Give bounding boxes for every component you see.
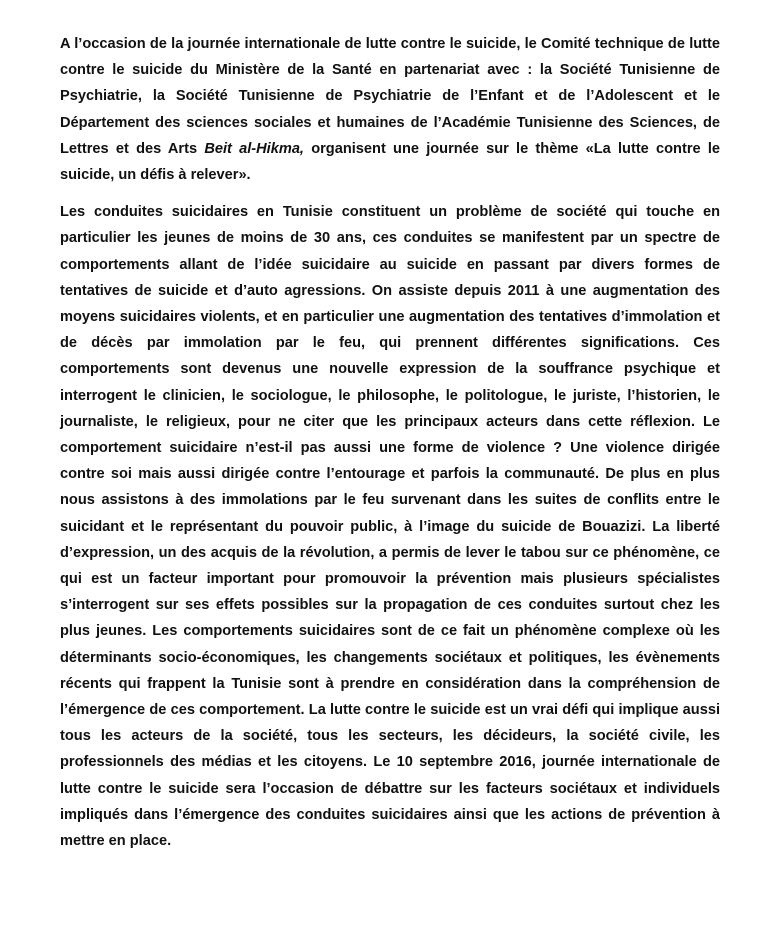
document-body (60, 31, 720, 854)
body-paragraph: Les conduites suicidaires en Tunisie constituent un problème de société qui touche en particulier les jeunes de moins de 30 ans, ces conduites se manifestent par un spectre de comportements allant de l’idée suicidaire au suicide en passant par divers formes de tentatives de suicide et d’auto agressions. On assiste depuis 2011 à une augmentation des moyens suicidaires violents, et en particulier une augmentation des tentatives d’immolation et de décès par immolation par le feu, qui prennent différentes significations. Ces comportements sont devenus une nouvelle expression de la souffrance psychique et interrogent le clinicien, le sociologue, le philosophe, le politologue, le juriste, l’historien, le journaliste, le religieux, pour ne citer que les principaux acteurs dans cette réflexion. Le comportement suicidaire n’est-il pas aussi une forme de violence ? Une violence dirigée contre soi mais aussi dirigée contre l’entourage et parfois la communauté. De plus en plus nous assistons à des immolations par le feu survenant dans les suites de conflits entre le suicidant et le représentant du pouvoir public, à l’image du suicide de Bouazizi. La liberté d’expression, un des acquis de la révolution, a permis de lever le tabou sur ce phénomène, ce qui est un facteur important pour promouvoir la prévention mais plusieurs spécialistes s’interrogent sur ses effets possibles sur la propagation de ces conduites surtout chez les plus jeunes. Les comportements suicidaires sont de ce fait un phénomène complexe où les déterminants socio-économiques, les changements sociétaux et politiques, les évènements récents qui frappent la Tunisie sont à prendre en considération dans la compréhension de l’émergence de ces comportement. La lutte contre le suicide est un vrai défi qui implique aussi tous les acteurs de la société, tous les secteurs, les décideurs, la société civile, les professionnels des médias et les citoyens. Le 10 septembre 2016, journée internationale de lutte contre le suicide sera l’occasion de débattre sur les facteurs sociétaux et individuels impliqués dans l’émergence des conduites suicidaires ainsi que les actions de prévention à mettre en place. (60, 204, 720, 850)
intro-text-end: organisent une journée sur le thème «La lutte contre le suicide, un défis à relever». (60, 140, 721, 184)
institution-name-italic: Beit al-Hikma, (204, 140, 304, 157)
intro-text-start: A l’occasion de la journée internationale de lutte contre le suicide, le Comité technique de lutte contre le suicide du Ministère de la Santé en partenariat avec : la Société Tunisienne de Psychiatrie, la Société Tunisienne de Psychiatrie de l’Enfant et de l’Adolescent et le Département des sciences sociales et humaines de l’Académie Tunisienne des Sciences, de Lettres et des Arts (60, 36, 720, 157)
intro-paragraph (60, 31, 720, 188)
